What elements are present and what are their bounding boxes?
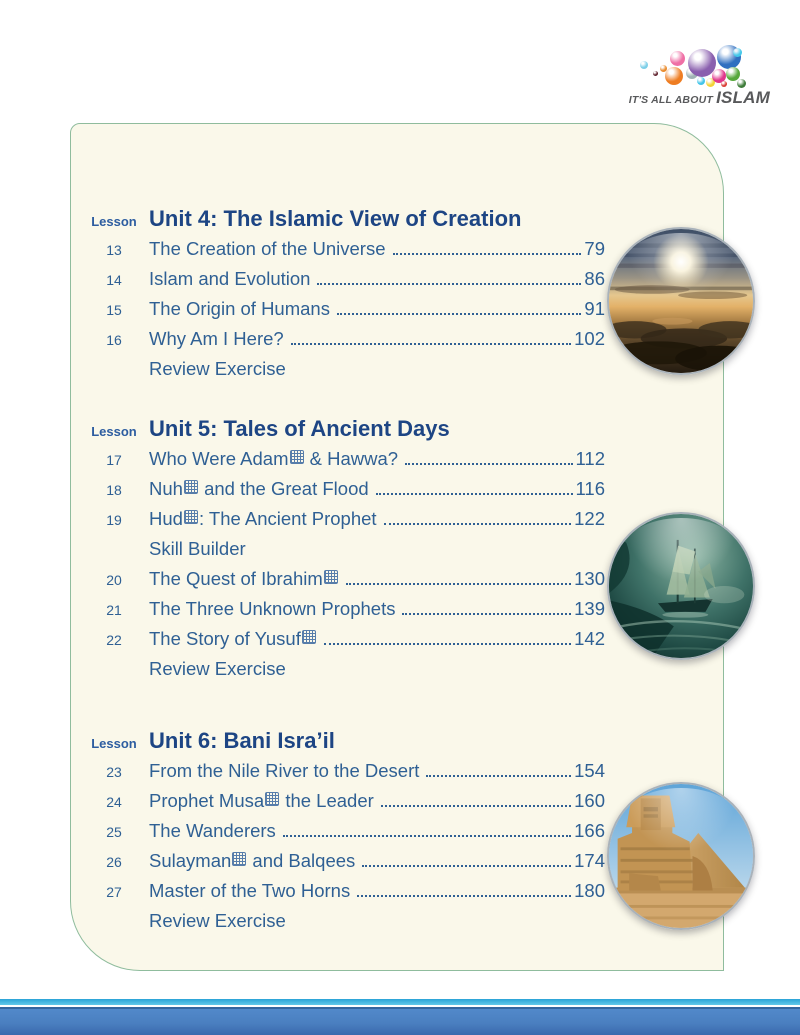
entry-title: Master of the Two Horns — [149, 880, 351, 901]
toc-entry — [91, 564, 605, 594]
page-number: 79 — [584, 238, 605, 259]
lesson-column-label: Lesson — [91, 736, 137, 751]
sunrise-illustration — [609, 229, 753, 373]
page-number: 102 — [574, 328, 605, 349]
lesson-number: 13 — [106, 242, 122, 258]
page-number: 91 — [584, 298, 605, 319]
dotted-leader — [357, 895, 571, 897]
toc-entry — [91, 786, 605, 816]
toc-entry — [91, 876, 605, 906]
toc-entry — [91, 474, 605, 504]
logo-bubble-icon — [733, 48, 742, 57]
logo-bubble-icon — [653, 71, 658, 76]
lesson-number: 25 — [106, 824, 122, 840]
dotted-leader — [317, 283, 581, 285]
toc-entry — [91, 846, 605, 876]
page-number: 112 — [575, 448, 605, 469]
unit5-photo-ship-stormy-sea — [607, 512, 755, 660]
toc-entry — [91, 234, 605, 264]
dotted-leader — [362, 865, 571, 867]
logo-bubble-icon — [665, 67, 683, 85]
unit-title: Unit 6: Bani Isra’il — [149, 728, 335, 753]
dotted-leader — [291, 343, 571, 345]
lesson-number: 21 — [106, 602, 122, 618]
dotted-leader — [426, 775, 571, 777]
entry-title: The Quest of Ibrahim — [149, 564, 339, 594]
entry-title: Hud : The Ancient Prophet — [149, 508, 377, 529]
entry-title: Review Exercise — [149, 358, 286, 379]
lesson-number: 20 — [106, 572, 122, 588]
entry-title: Skill Builder — [149, 538, 246, 559]
toc-unit-6 — [91, 726, 605, 936]
entry-title: Why Am I Here? — [149, 328, 284, 349]
footer-blue-band — [0, 1007, 800, 1035]
sphinx-illustration — [609, 784, 753, 928]
brand-tagline — [620, 88, 770, 108]
unit-header — [91, 204, 605, 234]
brand-tagline-prefix: IT'S ALL ABOUT — [628, 94, 713, 106]
entry-title: Review Exercise — [149, 658, 286, 679]
lesson-number: 16 — [106, 332, 122, 348]
unit-header — [91, 726, 605, 756]
toc-entry — [91, 264, 605, 294]
entry-title: From the Nile River to the Desert — [149, 760, 420, 781]
lesson-number: 18 — [106, 482, 122, 498]
ship-illustration — [609, 514, 753, 658]
page-number: 122 — [574, 508, 605, 529]
alayhi-salam-honorific-icon — [184, 480, 198, 494]
entry-title: Sulayman and Balqees — [149, 850, 356, 871]
page-number: 166 — [574, 820, 605, 841]
toc-entry — [91, 444, 605, 474]
toc-entry — [91, 816, 605, 846]
logo-bubble-icon — [697, 77, 705, 85]
dotted-leader — [346, 583, 571, 585]
lesson-number: 22 — [106, 632, 122, 648]
page-number: 180 — [574, 880, 605, 901]
page-number: 139 — [574, 598, 605, 619]
dotted-leader — [376, 493, 573, 495]
dotted-leader — [283, 835, 571, 837]
brand-tagline-name: ISLAM — [716, 88, 770, 107]
lesson-number: 17 — [106, 452, 122, 468]
entry-title: The Wanderers — [149, 820, 276, 841]
entry-title: Who Were Adam & Hawwa? — [149, 448, 399, 469]
alayhi-salam-honorific-icon — [184, 510, 198, 524]
unit4-photo-sunrise-above-clouds — [607, 227, 755, 375]
toc-entry — [91, 594, 605, 624]
lesson-column-label: Lesson — [91, 424, 137, 439]
entry-title: The Three Unknown Prophets — [149, 598, 396, 619]
toc-entry — [91, 756, 605, 786]
toc-entry — [91, 324, 605, 354]
page-number: 160 — [574, 790, 605, 811]
lesson-number: 23 — [106, 764, 122, 780]
alayhi-salam-honorific-icon — [232, 852, 246, 866]
logo-bubble-icon — [640, 61, 648, 69]
unit-title: Unit 4: The Islamic View of Creation — [149, 206, 522, 231]
entry-title: Islam and Evolution — [149, 268, 311, 289]
entry-title: Prophet Musa the Leader — [149, 790, 374, 811]
dotted-leader — [402, 613, 571, 615]
alayhi-salam-honorific-icon — [265, 792, 279, 806]
page-number: 174 — [574, 850, 605, 871]
unit-title: Unit 5: Tales of Ancient Days — [149, 416, 450, 441]
dotted-leader — [393, 253, 582, 255]
toc-entry — [91, 624, 605, 654]
lesson-number: 24 — [106, 794, 122, 810]
page-number: 116 — [575, 478, 605, 499]
logo-bubble-icon — [737, 79, 746, 88]
toc-subentry — [91, 906, 605, 936]
unit6-photo-sphinx-pyramid — [607, 782, 755, 930]
toc-subentry — [91, 654, 605, 684]
entry-title: The Origin of Humans — [149, 298, 330, 319]
dotted-leader — [381, 805, 571, 807]
alayhi-salam-honorific-icon — [302, 630, 316, 644]
footer-cyan-stripe — [0, 999, 800, 1005]
dotted-leader — [324, 643, 571, 645]
unit-header — [91, 414, 605, 444]
alayhi-salam-honorific-icon — [290, 450, 304, 464]
toc-entry — [91, 504, 605, 534]
lesson-number: 15 — [106, 302, 122, 318]
lesson-column-label: Lesson — [91, 214, 137, 229]
toc-entry — [91, 294, 605, 324]
toc-subentry — [91, 354, 605, 384]
lesson-number: 19 — [106, 512, 122, 528]
dotted-leader — [405, 463, 572, 465]
lesson-number: 14 — [106, 272, 122, 288]
logo-bubble-icon — [721, 81, 727, 87]
lesson-number: 26 — [106, 854, 122, 870]
entry-title: Review Exercise — [149, 910, 286, 931]
dotted-leader — [337, 313, 581, 315]
page-number: 86 — [584, 268, 605, 289]
brand-logo — [620, 42, 770, 108]
entry-title: The Creation of the Universe — [149, 238, 386, 259]
logo-bubble-icon — [670, 51, 685, 66]
toc-subentry — [91, 534, 605, 564]
lesson-number: 27 — [106, 884, 122, 900]
toc-unit-4 — [91, 204, 605, 384]
toc-unit-5 — [91, 414, 605, 684]
dotted-leader — [384, 523, 572, 525]
page-number: 154 — [574, 760, 605, 781]
entry-title: Nuh and the Great Flood — [149, 478, 369, 499]
page-number: 130 — [574, 568, 605, 589]
logo-bubbles-icon — [620, 42, 770, 88]
page-number: 142 — [574, 628, 605, 649]
alayhi-salam-honorific-icon — [324, 570, 338, 584]
entry-title: The Story of Yusuf — [149, 624, 317, 654]
